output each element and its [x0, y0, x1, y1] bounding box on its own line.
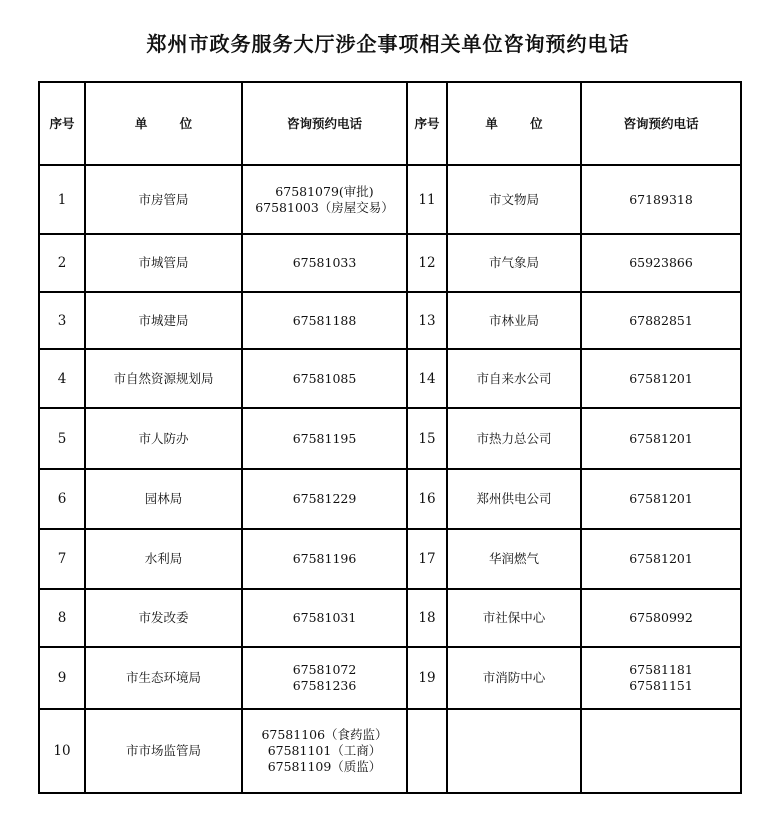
phone-number: 67581079(审批): [275, 183, 374, 199]
phone-number: 67882851: [629, 312, 693, 328]
phone-number: 67581201: [629, 430, 693, 446]
phone-number: 67581201: [629, 370, 693, 386]
phone-cell: [242, 647, 407, 709]
header-unit-left: [85, 82, 242, 165]
unit-cell: 市房管局: [85, 165, 242, 234]
seq-cell: 1: [39, 165, 85, 234]
header-seq-right: 序号: [407, 82, 447, 165]
phone-number: 67581101（工商）: [267, 743, 382, 758]
phone-number: 67581031: [292, 610, 357, 625]
unit-cell: 市城建局: [85, 292, 242, 349]
phone-number: 67189318: [629, 191, 693, 207]
unit-cell: 水利局: [85, 529, 242, 589]
unit-cell: 市自然资源规划局: [85, 349, 242, 408]
phone-cell: [242, 165, 407, 234]
table-row: [39, 589, 741, 647]
header-seq-left: 序号: [39, 82, 85, 165]
seq-cell: 10: [39, 709, 85, 793]
phone-cell: [242, 709, 407, 793]
seq-cell: 5: [39, 408, 85, 469]
unit-cell: 华润燃气: [447, 529, 581, 589]
unit-cell: [447, 709, 581, 793]
unit-cell: 市发改委: [85, 589, 242, 647]
table-row: [39, 529, 741, 589]
table-row: [39, 292, 741, 349]
phone-number: 67581196: [292, 551, 357, 566]
phone-cell: [242, 349, 407, 408]
phone-cell: [581, 165, 741, 234]
seq-cell: 15: [407, 408, 447, 469]
header-phone-left: 咨询预约电话: [242, 82, 407, 165]
seq-cell: 6: [39, 469, 85, 529]
phone-number: 67581109（质监）: [267, 759, 382, 774]
phone-number: 67581072: [292, 662, 357, 677]
phone-cell: [242, 469, 407, 529]
phone-cell: [581, 292, 741, 349]
phone-number: 67580992: [629, 610, 693, 625]
phone-number: 67581181: [629, 662, 693, 677]
phone-cell: [581, 529, 741, 589]
seq-cell: 18: [407, 589, 447, 647]
seq-cell: 4: [39, 349, 85, 408]
phone-cell: [581, 647, 741, 709]
unit-cell: 市文物局: [447, 165, 581, 234]
phone-cell: [581, 709, 741, 793]
phone-number: 67581229: [292, 491, 357, 506]
unit-cell: 市生态环境局: [85, 647, 242, 709]
seq-cell: 14: [407, 349, 447, 408]
unit-cell: 市林业局: [447, 292, 581, 349]
phone-cell: [242, 234, 407, 292]
phone-number: 65923866: [629, 255, 693, 270]
phone-cell: [242, 589, 407, 647]
header-phone-right: 咨询预约电话: [581, 82, 741, 165]
phone-number: 67581106（食药监）: [261, 727, 388, 742]
phone-cell: [581, 589, 741, 647]
header-unit-right-label: 单 位: [485, 115, 557, 131]
table-body: [39, 165, 741, 793]
table-row: [39, 647, 741, 709]
unit-cell: 郑州供电公司: [447, 469, 581, 529]
unit-cell: 市热力总公司: [447, 408, 581, 469]
phone-cell: [581, 234, 741, 292]
phone-number: 67581003（房屋交易）: [255, 199, 394, 215]
unit-cell: 市城管局: [85, 234, 242, 292]
phone-number: 67581151: [629, 678, 693, 693]
phone-number: 67581195: [292, 430, 357, 446]
seq-cell: 12: [407, 234, 447, 292]
phone-cell: [581, 349, 741, 408]
unit-cell: 市人防办: [85, 408, 242, 469]
phone-number: 67581236: [292, 678, 357, 693]
seq-cell: 11: [407, 165, 447, 234]
seq-cell: 17: [407, 529, 447, 589]
phone-cell: [581, 469, 741, 529]
table-row: [39, 349, 741, 408]
unit-cell: 市社保中心: [447, 589, 581, 647]
seq-cell: 7: [39, 529, 85, 589]
page-title: 郑州市政务服务大厅涉企事项相关单位咨询预约电话: [146, 32, 630, 56]
unit-cell: 市消防中心: [447, 647, 581, 709]
table-row: [39, 165, 741, 234]
phone-cell: [242, 408, 407, 469]
seq-cell: 9: [39, 647, 85, 709]
phone-cell: [242, 529, 407, 589]
seq-cell: 8: [39, 589, 85, 647]
phone-number: 67581201: [629, 491, 693, 506]
header-unit-left-label: 单 位: [134, 115, 207, 131]
seq-cell: 16: [407, 469, 447, 529]
seq-cell: 3: [39, 292, 85, 349]
header-unit-right: [447, 82, 581, 165]
table-row: [39, 408, 741, 469]
phone-cell: [242, 292, 407, 349]
unit-cell: 市市场监管局: [85, 709, 242, 793]
phone-number: 67581085: [292, 370, 357, 386]
table-row: [39, 709, 741, 793]
seq-cell: 13: [407, 292, 447, 349]
unit-cell: 园林局: [85, 469, 242, 529]
phone-number: 67581188: [292, 312, 357, 328]
seq-cell: 2: [39, 234, 85, 292]
phone-number: 67581033: [292, 255, 357, 270]
table-row: [39, 469, 741, 529]
phone-number: 67581201: [629, 551, 693, 566]
header-row: [39, 82, 741, 165]
seq-cell: [407, 709, 447, 793]
seq-cell: 19: [407, 647, 447, 709]
table-row: [39, 234, 741, 292]
unit-cell: 市气象局: [447, 234, 581, 292]
unit-cell: 市自来水公司: [447, 349, 581, 408]
phone-cell: [581, 408, 741, 469]
contact-table: [38, 81, 742, 794]
